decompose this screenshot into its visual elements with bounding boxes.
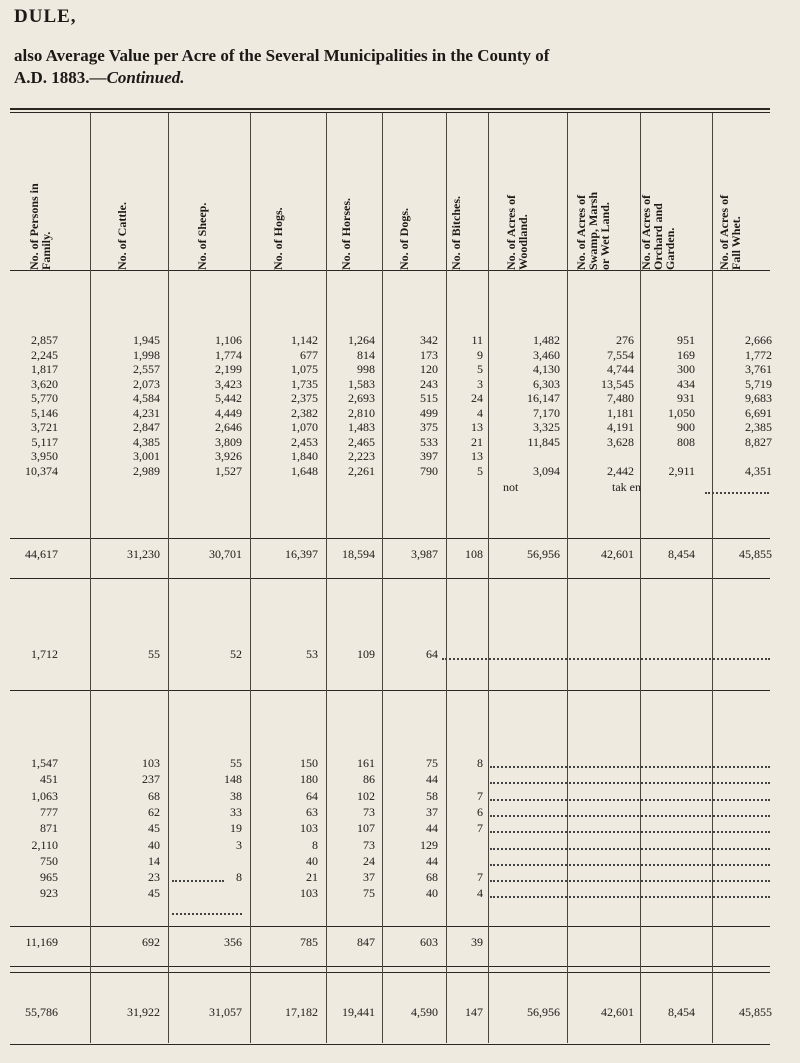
column-header: No. of Acres of Woodland. [504,194,530,270]
table-cell: 900 [677,420,695,434]
table-cell: 923 [40,886,58,901]
table-row [0,773,800,786]
table-cell: 871 [40,821,58,836]
table-cell: 120 [420,362,438,376]
table-cell: 147 [465,1005,483,1019]
table-cell: 107 [357,821,375,836]
table-row [0,757,800,770]
table-cell: 451 [40,772,58,787]
column-header: No. of Persons in Family. [27,183,53,270]
table-cell: 1,181 [607,405,634,420]
table-row [0,421,800,434]
table-row [0,790,800,803]
total-row [0,936,800,949]
table-cell: 5,146 [31,405,58,420]
table-cell: 45,855 [739,1005,772,1019]
column-divider [250,113,251,1043]
table-cell: 55,786 [25,1005,58,1019]
table-cell: 23 [148,870,160,885]
table-cell: 17,182 [285,1005,318,1019]
table-cell: 2,385 [745,420,772,434]
table-cell: 86 [363,772,375,787]
table-row [0,871,800,884]
heading-line-2 [14,68,185,88]
table-cell: 3,761 [745,362,772,376]
table-cell: 13 [471,449,483,463]
table-cell: 777 [40,804,58,819]
table-cell: 499 [420,405,438,420]
table-cell: 2,382 [291,405,318,420]
table-cell: 9 [477,347,483,362]
table-cell: 2,911 [668,463,695,478]
table-cell: 4,351 [745,463,772,478]
table-cell: 2,847 [133,420,160,434]
table-cell: 2,261 [348,463,375,478]
table-cell: 2,453 [291,434,318,449]
table-cell: 3 [236,837,242,852]
heading-continued: —Continued. [89,68,185,87]
table-cell: 1,648 [291,463,318,478]
table-rule [10,578,770,579]
column-header: No. of Acres of Orchard and Garden. [639,194,677,270]
table-cell: 951 [677,333,695,347]
column-divider [446,113,447,1043]
table-cell: 2,693 [348,391,375,405]
table-cell: 40 [306,853,318,868]
table-cell: 7 [477,821,483,836]
table-cell: 1,945 [133,333,160,347]
table-cell: 1,840 [291,449,318,463]
table-cell: 4,130 [533,362,560,376]
table-cell: 1,050 [668,405,695,420]
table-cell: 11 [471,333,483,347]
dotted-leader [172,880,224,882]
column-header: No. of Sheep. [195,202,209,270]
table-cell: 14 [148,853,160,868]
table-cell: 1,070 [291,420,318,434]
table-cell: 3,950 [31,449,58,463]
table-row [0,334,800,347]
table-cell: 55 [230,756,242,770]
table-cell: 10,374 [25,463,58,478]
table-cell: 16,147 [527,391,560,405]
table-row [0,363,800,376]
table-cell: 42,601 [601,547,634,561]
table-cell: 3,987 [411,547,438,561]
table-cell: 1,142 [291,333,318,347]
column-header: No. of Hogs. [271,207,285,270]
table-cell: 44 [426,772,438,787]
table-cell: 692 [142,935,160,949]
column-header: No. of Cattle. [115,202,129,270]
table-cell: 24 [471,391,483,405]
table-cell: 515 [420,391,438,405]
table-cell: 434 [677,376,695,391]
table-cell: 9,683 [745,391,772,405]
column-divider [168,113,169,1043]
table-cell: 68 [148,788,160,803]
column-divider [488,113,489,1043]
table-cell: 7,480 [607,391,634,405]
table-cell: 998 [357,362,375,376]
dotted-leader [490,766,770,768]
table-cell: 2,245 [31,347,58,362]
table-cell: 55 [148,647,160,661]
table-row [0,887,800,900]
table-cell: 18,594 [342,547,375,561]
column-divider [90,113,91,1043]
table-cell: 63 [306,804,318,819]
table-cell: 8,454 [668,547,695,561]
table-cell: 42,601 [601,1005,634,1019]
table-cell: 3,620 [31,376,58,391]
table-cell: 2,857 [31,333,58,347]
table-cell: 603 [420,935,438,949]
table-cell: 13 [471,420,483,434]
not-note: not [503,480,519,494]
table-cell: 21 [306,870,318,885]
table-cell: 7,170 [533,405,560,420]
table-cell: 44,617 [25,547,58,561]
table-rule [10,926,770,927]
table-cell: 33 [230,804,242,819]
table-cell: 1,735 [291,376,318,391]
table-cell: 56,956 [527,547,560,561]
table-cell: 808 [677,434,695,449]
table-cell: 64 [306,788,318,803]
dotted-leader [490,848,770,850]
table-rule [10,538,770,539]
table-cell: 75 [426,756,438,770]
table-cell: 1,998 [133,347,160,362]
table-cell: 4 [477,886,483,901]
column-divider [326,113,327,1043]
table-cell: 931 [677,391,695,405]
table-cell: 3,423 [215,376,242,391]
table-cell: 30,701 [209,547,242,561]
table-cell: 3,001 [133,449,160,463]
grand-total-row [0,1006,800,1019]
table-cell: 45,855 [739,547,772,561]
table-cell: 6,303 [533,376,560,391]
table-cell: 375 [420,420,438,434]
table-cell: 5 [477,463,483,478]
table-cell: 1,583 [348,376,375,391]
table-cell: 2,557 [133,362,160,376]
table-cell: 5,719 [745,376,772,391]
table-cell: 533 [420,434,438,449]
table-cell: 2,110 [31,837,58,852]
table-cell: 2,989 [133,463,160,478]
table-cell: 37 [363,870,375,885]
table-cell: 5,117 [31,434,58,449]
table-cell: 300 [677,362,695,376]
table-row [0,839,800,852]
table-cell: 1,772 [745,347,772,362]
table-cell: 243 [420,376,438,391]
table-cell: 356 [224,935,242,949]
table-cell: 56,956 [527,1005,560,1019]
table-cell: 8 [236,870,242,885]
table-cell: 1,482 [533,333,560,347]
taken-note: tak en [612,480,641,494]
table-cell: 677 [300,347,318,362]
table-cell: 52 [230,647,242,661]
table-cell: 2,223 [348,449,375,463]
table-cell: 44 [426,853,438,868]
table-cell: 814 [357,347,375,362]
table-cell: 16,397 [285,547,318,561]
table-rule [10,690,770,691]
table-cell: 11,169 [25,935,58,949]
dotted-leader [490,864,770,866]
table-cell: 397 [420,449,438,463]
table-cell: 129 [420,837,438,852]
table-cell: 2,646 [215,420,242,434]
table-cell: 3,325 [533,420,560,434]
dotted-leader [490,799,770,801]
table-cell: 1,063 [31,788,58,803]
table-rule [10,112,770,113]
table-cell: 5,442 [215,391,242,405]
table-cell: 37 [426,804,438,819]
table-cell: 64 [426,647,438,661]
table-rule [10,966,770,967]
table-cell: 2,199 [215,362,242,376]
dotted-leader [172,913,242,915]
table-cell: 1,547 [31,756,58,770]
dotted-leader [490,896,770,898]
table-cell: 45 [148,886,160,901]
table-row [0,855,800,868]
table-cell: 40 [148,837,160,852]
table-cell: 44 [426,821,438,836]
table-cell: 150 [300,756,318,770]
table-cell: 3,926 [215,449,242,463]
column-header: No. of Dogs. [397,208,411,270]
table-row [0,465,800,478]
table-cell: 276 [616,333,634,347]
table-cell: 5 [477,362,483,376]
table-cell: 45 [148,821,160,836]
table-cell: 73 [363,837,375,852]
table-cell: 58 [426,788,438,803]
table-row [0,392,800,405]
table-cell: 2,073 [133,376,160,391]
table-cell: 103 [300,886,318,901]
table-cell: 40 [426,886,438,901]
table-cell: 68 [426,870,438,885]
table-cell: 750 [40,853,58,868]
table-cell: 21 [471,434,483,449]
table-cell: 2,442 [607,463,634,478]
table-cell: 161 [357,756,375,770]
table-row [0,822,800,835]
dotted-leader [490,831,770,833]
dotted-leader [705,492,769,494]
table-row [0,436,800,449]
dotted-leader [490,815,770,817]
total-row [0,548,800,561]
column-header: No. of Acres of Swamp, Marsh or Wet Land. [574,191,612,270]
table-cell: 19,441 [342,1005,375,1019]
table-cell: 2,375 [291,391,318,405]
table-row [0,407,800,420]
dotted-leader [490,782,770,784]
column-header: No. of Acres of Fall Whet. [717,194,743,270]
table-cell: 3,721 [31,420,58,434]
table-cell: 1,106 [215,333,242,347]
table-cell: 3,809 [215,434,242,449]
table-cell: 39 [471,935,483,949]
table-rule [10,108,770,110]
table-cell: 109 [357,647,375,661]
table-cell: 169 [677,347,695,362]
table-cell: 103 [300,821,318,836]
table-cell: 8,827 [745,434,772,449]
table-cell: 8,454 [668,1005,695,1019]
table-cell: 4,744 [607,362,634,376]
table-cell: 6 [477,804,483,819]
table-cell: 3,094 [533,463,560,478]
table-cell: 108 [465,547,483,561]
table-cell: 1,817 [31,362,58,376]
table-cell: 62 [148,804,160,819]
table-cell: 847 [357,935,375,949]
heading-date: A.D. 1883. [14,68,90,87]
table-cell: 75 [363,886,375,901]
table-row [0,450,800,463]
table-cell: 4,590 [411,1005,438,1019]
table-cell: 7 [477,788,483,803]
table-cell: 13,545 [601,376,634,391]
table-cell: 237 [142,772,160,787]
table-cell: 785 [300,935,318,949]
table-row [0,349,800,362]
table-rule [10,972,770,973]
table-rule [10,270,770,271]
table-row [0,378,800,391]
table-cell: 1,527 [215,463,242,478]
table-cell: 4,231 [133,405,160,420]
table-cell: 73 [363,804,375,819]
column-divider [382,113,383,1043]
table-cell: 3 [477,376,483,391]
table-cell: 31,922 [127,1005,160,1019]
table-cell: 7,554 [607,347,634,362]
table-cell: 790 [420,463,438,478]
table-cell: 8 [312,837,318,852]
table-cell: 19 [230,821,242,836]
table-cell: 1,774 [215,347,242,362]
table-cell: 11,845 [527,434,560,449]
table-cell: 342 [420,333,438,347]
table-cell: 6,691 [745,405,772,420]
column-header: No. of Bitches. [449,196,463,270]
table-row [0,806,800,819]
table-cell: 24 [363,853,375,868]
table-cell: 180 [300,772,318,787]
table-cell: 53 [306,647,318,661]
table-cell: 1,075 [291,362,318,376]
table-cell: 31,057 [209,1005,242,1019]
dotted-leader [490,880,770,882]
table-cell: 1,483 [348,420,375,434]
table-cell: 5,770 [31,391,58,405]
table-rule [10,1044,770,1045]
table-cell: 31,230 [127,547,160,561]
table-cell: 173 [420,347,438,362]
table-cell: 1,264 [348,333,375,347]
table-cell: 1,712 [31,647,58,661]
table-cell: 4 [477,405,483,420]
column-divider [712,113,713,1043]
dotted-leader [442,658,770,660]
table-cell: 4,584 [133,391,160,405]
table-cell: 3,628 [607,434,634,449]
table-cell: 965 [40,870,58,885]
table-cell: 103 [142,756,160,770]
table-cell: 8 [477,756,483,770]
table-cell: 3,460 [533,347,560,362]
table-cell: 2,465 [348,434,375,449]
table-cell: 38 [230,788,242,803]
table-cell: 148 [224,772,242,787]
heading-title: DULE, [14,6,77,27]
table-cell: 4,385 [133,434,160,449]
table-cell: 102 [357,788,375,803]
column-header: No. of Horses. [339,198,353,270]
table-cell: 4,191 [607,420,634,434]
column-divider [567,113,568,1043]
heading-line-1: also Average Value per Acre of the Several Municipalities in the County of [14,46,550,65]
table-cell: 7 [477,870,483,885]
table-cell: 4,449 [215,405,242,420]
table-cell: 2,810 [348,405,375,420]
table-cell: 2,666 [745,333,772,347]
